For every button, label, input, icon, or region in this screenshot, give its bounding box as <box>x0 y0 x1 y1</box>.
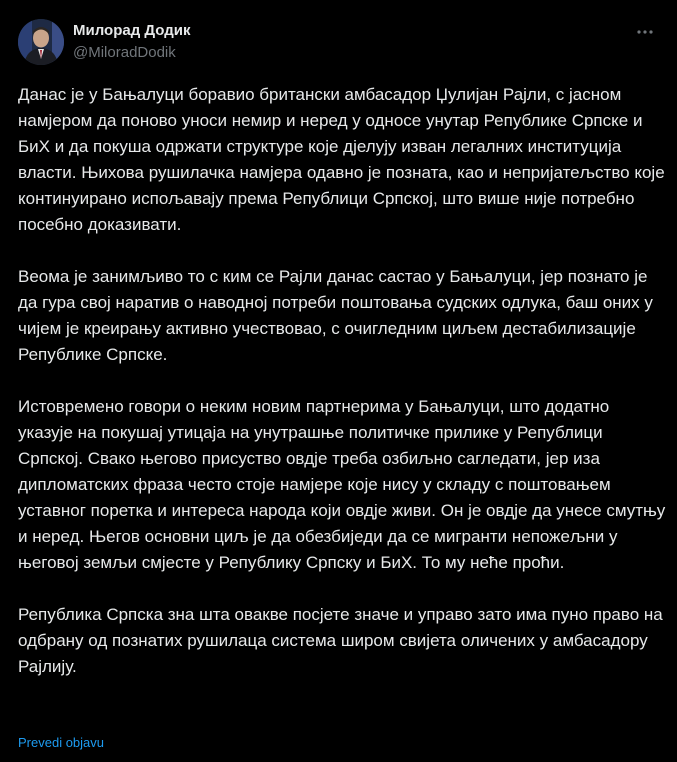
author-handle[interactable]: @MiloradDodik <box>73 44 176 61</box>
more-options-button[interactable] <box>628 20 662 44</box>
post-paragraph: Веома је занимљиво то с ким се Рајли данас састао у Бањалуци, јер познато је да гура свој наратив о наводној потреби поштовања судских одлука, баш оних у чијем је креирању активно учествовао, с очигледним циљем дестабилизације Републике Српске. <box>18 267 653 364</box>
avatar-image <box>18 19 64 65</box>
post-text <box>18 82 668 680</box>
more-horizontal-icon <box>635 22 655 42</box>
author-display-name[interactable]: Милорад Додик <box>73 22 191 39</box>
post-paragraph: Република Српска зна шта овакве посјете значе и управо зато има пуно право на одбрану од познатих рушилаца система широм свијета оличених у амбасадору Рајлију. <box>18 605 663 676</box>
avatar[interactable] <box>18 19 64 65</box>
post-paragraph: Данас је у Бањалуци боравио британски амбасадор Џулијан Рајли, с јасном намјером да поново уноси немир и неред у односе унутар Републике Српске и БиХ и да покуша одржати структуре које дјелују изван легалних институција власти. Њихова рушилачка намјера одавно је позната, као и непријатељство које континуирано испољавају према Републици Српској, што више није потребно посебно доказивати. <box>18 85 665 234</box>
translate-post-link[interactable]: Prevedi objavu <box>18 735 104 750</box>
post-paragraph: Истовремено говори о неким новим партнерима у Бањалуци, што додатно указује на покушај утицаја на унутрашње политичке прилике у Републици Српској. Свако његово присуство овдје треба озбиљно сагледати, јер иза дипломатских фраза често стоје намјере које нису у складу с поштовањем уставног поретка и интереса народа који овдје живи. Он је овдје да унесе смутњу и неред. Његов основни циљ је да обезбиједи да се мигранти непожељни у његовој земљи смјесте у Републику Српску и БиХ. То му неће проћи. <box>18 397 666 572</box>
